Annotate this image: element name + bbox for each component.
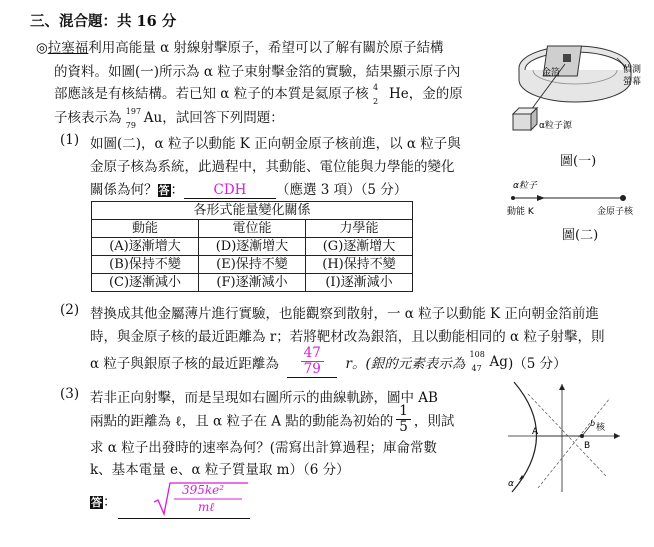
q3-line-4: k、基本電量 e、α 粒子質量取 m）（6 分） xyxy=(90,462,350,478)
figure-3-trajectory xyxy=(498,380,626,498)
table-cell: (H)保持不變 xyxy=(306,256,413,274)
label-alpha-source: α粒子源 xyxy=(539,121,572,131)
table-header: 力學能 xyxy=(306,220,413,238)
answer-label: 答 xyxy=(91,496,102,509)
q1-line-2: 金原子核為系統，此過程中，其動能、電位能與力學能的變化 xyxy=(90,159,455,175)
q1-answer: CDH xyxy=(184,182,276,199)
gold-notation: 197 79 xyxy=(125,106,142,130)
label-screen-2: 螢幕 xyxy=(623,77,642,87)
gold-symbol: Au xyxy=(143,110,163,126)
helium-symbol: He xyxy=(389,86,409,102)
intro-line-4: 子核表示為 197 79 Au，試回答下列問題： xyxy=(54,106,284,130)
table-cell: (A)逐漸增大 xyxy=(92,238,199,256)
q2-answer: $\frac{47}{79}$ xyxy=(301,346,324,377)
section-title: 三、混合題：共 16 分 xyxy=(30,13,177,30)
label-foil: 金箔 xyxy=(542,68,561,78)
label-screen-1: 偵測 xyxy=(623,65,642,75)
q3-line-1: 若非正向射擊，而是呈現如右圖所示的曲線軌跡，圖中 AB xyxy=(90,390,438,406)
helium-notation: 4 2 xyxy=(373,82,379,106)
label-nucleus: 核 xyxy=(596,423,606,433)
q1-line-1: 如圖(二)，α 粒子以動能 K 正向朝金原子核前進，以 α 粒子與 xyxy=(90,136,461,152)
figure-2-caption: 圖(二) xyxy=(562,228,599,243)
q2-line-1: 替換成其他金屬薄片進行實驗，也能觀察到散射，一 α 粒子以動能 K 正向朝金箔前進 xyxy=(90,306,599,322)
q1-line-3: 關係為何？答： CDH （應選 3 項）（5 分） xyxy=(90,182,408,198)
answer-denominator: mℓ xyxy=(198,500,215,514)
q3-line-2: 兩點的距離為 ℓ，且 α 粒子在 A 點的動能為初始的 $\frac{1}{5}$ ，則試 xyxy=(90,403,455,435)
intro-line-3: 部應該是有核結構。若已知 α 粒子的本質是氦原子核 4 2 He，金的原 xyxy=(54,82,463,106)
figure-1-apparatus xyxy=(505,28,645,148)
q3-answer-row: 答： xyxy=(91,494,117,510)
q2-number: (2) xyxy=(60,302,80,318)
table-title: 各形式能量變化關係 xyxy=(92,202,413,220)
table-cell: (B)保持不變 xyxy=(92,256,199,274)
q3-line-3: 求 α 粒子出發時的速率為何？(需寫出計算過程；庫侖常數 xyxy=(90,440,437,456)
label-point-b: B xyxy=(584,441,591,451)
table-cell: (I)逐漸減小 xyxy=(306,274,413,292)
label-impact-b: b xyxy=(590,419,596,428)
table-cell: (G)逐漸增大 xyxy=(306,238,413,256)
table-header: 電位能 xyxy=(199,220,306,238)
q3-fraction: $\frac{1}{5}$ xyxy=(396,404,411,435)
figure-2-diagram xyxy=(505,176,645,224)
label-alpha-particle: α粒子 xyxy=(513,181,537,191)
q1-number: (1) xyxy=(60,132,80,148)
intro-text: 利用高能量 α 射線射擊原子，希望可以了解有關於原子結構 xyxy=(88,40,444,56)
figure-1-caption: 圖(一) xyxy=(560,154,597,169)
label-kinetic-energy: 動能 K xyxy=(507,207,534,217)
energy-table xyxy=(91,201,413,292)
label-alpha: α xyxy=(508,479,514,489)
q3-answer xyxy=(118,480,250,519)
table-cell: (F)逐漸減小 xyxy=(199,274,306,292)
silver-symbol: Ag xyxy=(489,354,508,370)
bullet: ◎ xyxy=(36,40,48,56)
table-header: 動能 xyxy=(92,220,199,238)
q1-note: （應選 3 項）（5 分） xyxy=(276,182,408,198)
q2-line-3: α 粒子與銀原子核的最近距離為 $\frac{47}{79}$ r。(銀的元素表示為 108 47 Ag)（5 分） xyxy=(90,345,567,377)
intro-text: 部應該是有核結構。若已知 α 粒子的本質是氦原子核 xyxy=(54,86,369,102)
q2-line-2: 時，與金原子核的最近距離為 r；若將靶材改為銀箔，且以動能相同的 α 粒子射擊，則 xyxy=(90,329,605,345)
intro-line-2: 的資料。如圖(一)所示為 α 粒子束射擊金箔的實驗，結果顯示原子內 xyxy=(54,64,461,80)
answer-label: 答 xyxy=(158,184,170,197)
table-cell: (C)逐漸減小 xyxy=(92,274,199,292)
label-point-a: A xyxy=(532,427,539,437)
q2-answer-blank xyxy=(287,346,337,378)
intro-line-1 xyxy=(36,36,443,56)
answer-numerator: 395ke² xyxy=(182,483,225,497)
q3-number: (3) xyxy=(60,386,80,402)
silver-notation: 108 47 xyxy=(469,350,485,373)
scientist-name: 拉塞福 xyxy=(47,40,89,56)
table-cell: (E)保持不變 xyxy=(199,256,306,274)
table-cell: (D)逐漸增大 xyxy=(199,238,306,256)
label-gold-nucleus: 金原子核 xyxy=(597,207,634,217)
